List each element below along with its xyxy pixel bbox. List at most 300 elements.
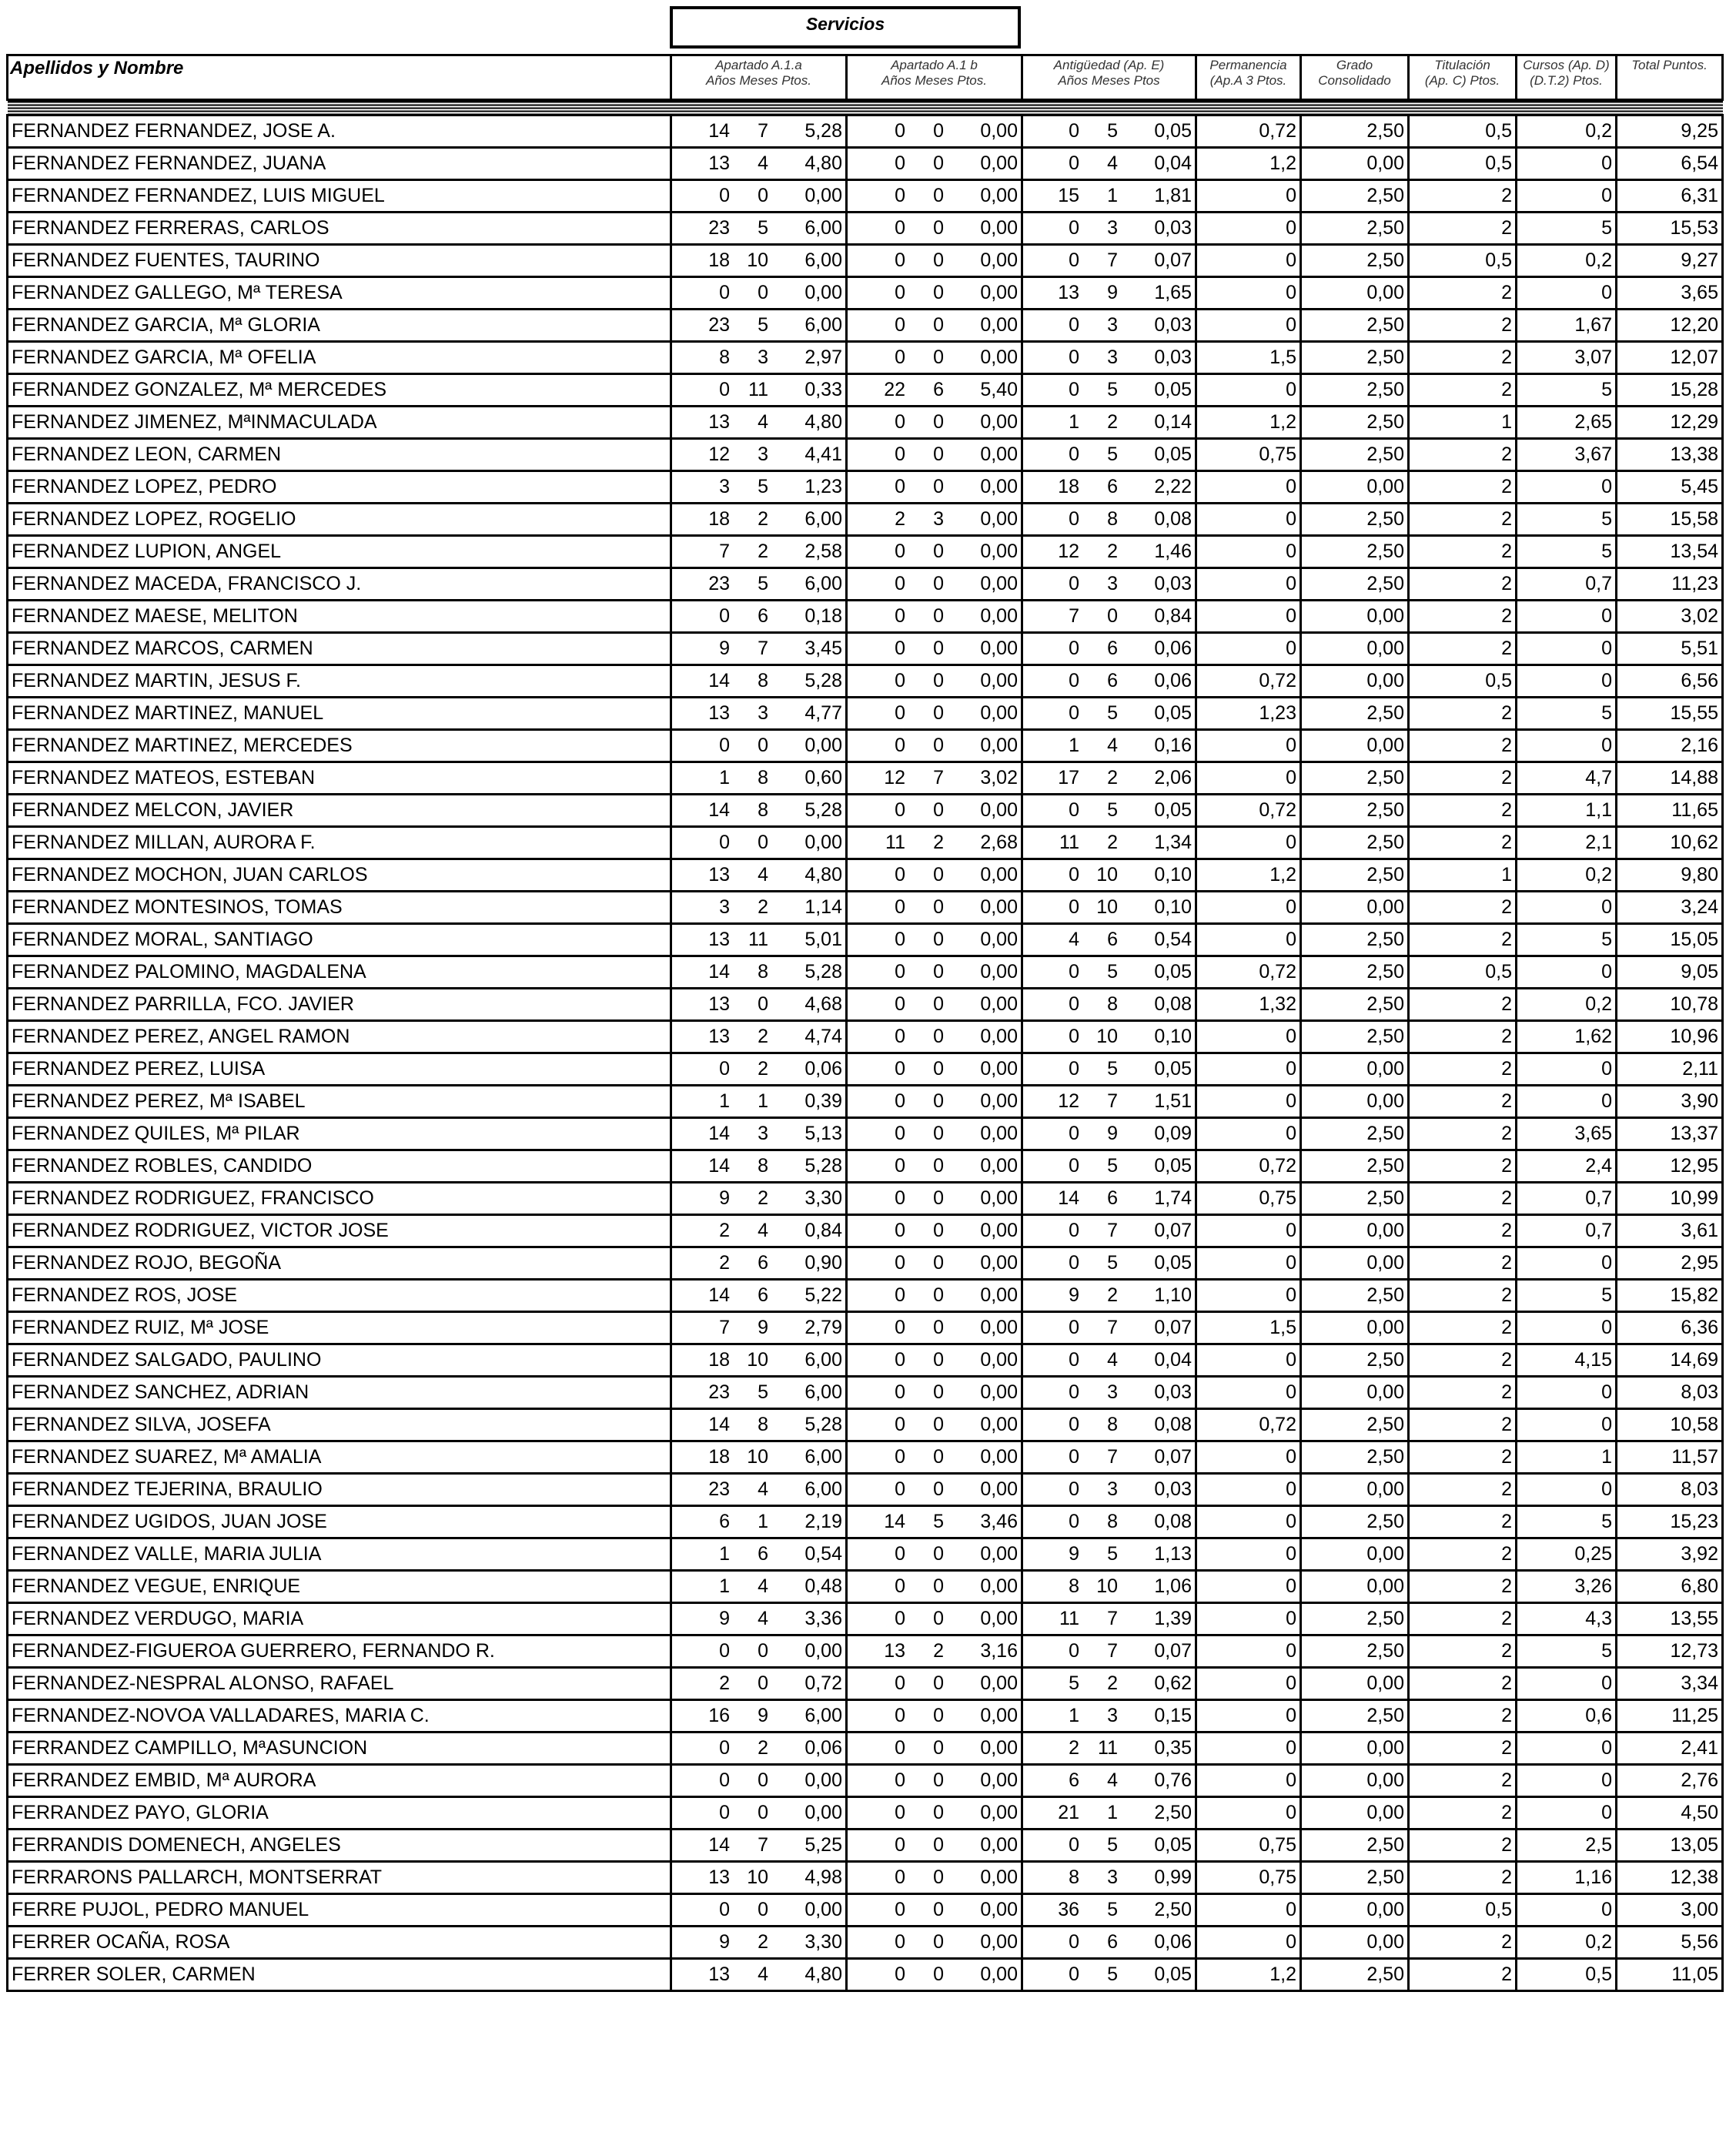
points: 0,00 [980, 314, 1018, 336]
years: 0 [895, 1964, 905, 1985]
months: 4 [1107, 1349, 1118, 1371]
years: 0 [895, 638, 905, 659]
table-row [8, 892, 1723, 924]
titulacion-cell: 2 [1409, 1538, 1517, 1571]
months: 4 [758, 864, 768, 886]
points: 0,00 [980, 282, 1018, 303]
grado-cell: 2,50 [1301, 827, 1409, 859]
years: 0 [1069, 670, 1079, 691]
points: 0,00 [980, 1381, 1018, 1403]
months: 0 [933, 314, 944, 336]
months: 9 [1107, 282, 1118, 303]
table-row [8, 1215, 1723, 1247]
points: 0,05 [1154, 1834, 1192, 1856]
points: 3,30 [804, 1931, 842, 1953]
months: 3 [1107, 314, 1118, 336]
applicant-name: FERRANDEZ CAMPILLO, MªASUNCION [8, 1732, 671, 1765]
total-cell: 9,80 [1617, 859, 1723, 892]
points: 0,00 [980, 217, 1018, 239]
antiguedad-cell [1022, 1344, 1196, 1377]
grado-cell: 0,00 [1301, 1797, 1409, 1830]
apartado-a1a-cell [671, 1538, 847, 1571]
months: 5 [1107, 961, 1118, 983]
col-header-line2: (D.T.2) Ptos. [1530, 73, 1603, 88]
grado-cell: 2,50 [1301, 180, 1409, 213]
points: 1,23 [804, 476, 842, 497]
permanencia-cell: 0 [1196, 1571, 1301, 1603]
years: 13 [708, 1026, 730, 1047]
years: 0 [719, 1737, 730, 1759]
total-cell: 6,80 [1617, 1571, 1723, 1603]
years: 0 [895, 573, 905, 594]
total-cell: 13,55 [1617, 1603, 1723, 1635]
points: 0,00 [804, 1802, 842, 1823]
cursos-cell: 0 [1517, 892, 1617, 924]
cursos-cell: 0,2 [1517, 1927, 1617, 1959]
points: 0,15 [1154, 1705, 1192, 1726]
cursos-cell: 0 [1517, 1247, 1617, 1280]
apartado-a1b-cell [847, 1927, 1022, 1959]
applicant-name: FERNANDEZ PEREZ, Mª ISABEL [8, 1086, 671, 1118]
titulacion-cell: 2 [1409, 1668, 1517, 1700]
total-cell: 2,11 [1617, 1053, 1723, 1086]
months: 2 [758, 1187, 768, 1209]
apartado-a1a-cell [671, 730, 847, 762]
table-row [8, 536, 1723, 568]
points: 0,00 [980, 444, 1018, 465]
cursos-cell: 5 [1517, 924, 1617, 956]
years: 0 [1069, 1834, 1079, 1856]
permanencia-cell: 0 [1196, 471, 1301, 504]
years: 0 [1069, 1252, 1079, 1274]
months: 6 [758, 1284, 768, 1306]
cursos-cell: 5 [1517, 1506, 1617, 1538]
apartado-a1b-cell [847, 1538, 1022, 1571]
years: 0 [895, 1931, 905, 1953]
months: 7 [1107, 1317, 1118, 1338]
permanencia-cell: 0 [1196, 1927, 1301, 1959]
table-row [8, 859, 1723, 892]
total-cell: 3,00 [1617, 1894, 1723, 1927]
antiguedad-cell [1022, 1797, 1196, 1830]
grado-cell: 0,00 [1301, 1732, 1409, 1765]
points: 1,14 [804, 896, 842, 918]
points: 0,05 [1154, 379, 1192, 400]
permanencia-cell: 0 [1196, 1247, 1301, 1280]
months: 2 [1107, 832, 1118, 853]
apartado-a1b-cell [847, 989, 1022, 1021]
col-header-total [1617, 55, 1723, 100]
grado-cell: 2,50 [1301, 1959, 1409, 1991]
applicant-name: FERNANDEZ QUILES, Mª PILAR [8, 1118, 671, 1150]
years: 14 [708, 1155, 730, 1177]
points: 0,00 [980, 1284, 1018, 1306]
apartado-a1b-cell [847, 1215, 1022, 1247]
months: 1 [1107, 1802, 1118, 1823]
months: 0 [933, 702, 944, 724]
antiguedad-cell [1022, 1765, 1196, 1797]
permanencia-cell: 1,2 [1196, 1959, 1301, 1991]
months: 4 [1107, 735, 1118, 756]
years: 0 [895, 1252, 905, 1274]
points: 3,16 [980, 1640, 1018, 1662]
antiguedad-cell [1022, 277, 1196, 310]
applicant-name: FERNANDEZ PALOMINO, MAGDALENA [8, 956, 671, 989]
points: 0,72 [804, 1672, 842, 1694]
total-cell: 5,51 [1617, 633, 1723, 665]
grado-cell: 2,50 [1301, 213, 1409, 245]
years: 0 [895, 1090, 905, 1112]
months: 8 [1107, 1511, 1118, 1532]
apartado-a1b-cell [847, 116, 1022, 148]
cursos-cell: 0 [1517, 1409, 1617, 1441]
years: 8 [719, 346, 730, 368]
apartado-a1b-cell [847, 1506, 1022, 1538]
months: 7 [1107, 1446, 1118, 1468]
table-row [8, 245, 1723, 277]
cursos-cell: 5 [1517, 1635, 1617, 1668]
permanencia-cell: 0 [1196, 213, 1301, 245]
grado-cell: 0,00 [1301, 471, 1409, 504]
years: 5 [1069, 1672, 1079, 1694]
months: 6 [1107, 1187, 1118, 1209]
months: 0 [933, 1381, 944, 1403]
permanencia-cell: 0 [1196, 1053, 1301, 1086]
points: 4,80 [804, 1964, 842, 1985]
col-header-line1: Grado [1336, 58, 1373, 72]
months: 0 [933, 1899, 944, 1920]
applicant-name: FERNANDEZ MARTINEZ, MANUEL [8, 698, 671, 730]
table-row [8, 1021, 1723, 1053]
titulacion-cell: 2 [1409, 342, 1517, 374]
points: 2,79 [804, 1317, 842, 1338]
points: 0,04 [1154, 152, 1192, 174]
table-row [8, 1312, 1723, 1344]
years: 13 [708, 1866, 730, 1888]
months: 0 [933, 993, 944, 1015]
permanencia-cell: 0 [1196, 1086, 1301, 1118]
years: 0 [895, 1834, 905, 1856]
apartado-a1b-cell [847, 1830, 1022, 1862]
apartado-a1b-cell [847, 1280, 1022, 1312]
col-header-a1b [847, 55, 1022, 100]
years: 0 [895, 929, 905, 950]
points: 0,00 [980, 120, 1018, 142]
cursos-cell: 1 [1517, 1441, 1617, 1474]
total-cell: 15,58 [1617, 504, 1723, 536]
col-header-line2: (Ap. C) Ptos. [1424, 73, 1500, 88]
years: 0 [1069, 1511, 1079, 1532]
months: 2 [933, 1640, 944, 1662]
apartado-a1b-cell [847, 859, 1022, 892]
points: 1,81 [1154, 185, 1192, 206]
grado-cell: 2,50 [1301, 439, 1409, 471]
total-cell: 9,05 [1617, 956, 1723, 989]
months: 1 [758, 1090, 768, 1112]
years: 21 [1058, 1802, 1079, 1823]
apartado-a1b-cell [847, 374, 1022, 407]
points: 0,00 [980, 1478, 1018, 1500]
months: 6 [933, 379, 944, 400]
applicant-name: FERNANDEZ FERNANDEZ, JUANA [8, 148, 671, 180]
titulacion-cell: 2 [1409, 1797, 1517, 1830]
cursos-cell: 0 [1517, 1053, 1617, 1086]
col-header-cursos [1517, 55, 1617, 100]
points: 1,39 [1154, 1608, 1192, 1629]
table-row [8, 795, 1723, 827]
applicant-name: FERNANDEZ LOPEZ, ROGELIO [8, 504, 671, 536]
years: 6 [719, 1511, 730, 1532]
applicant-name: FERNANDEZ FUENTES, TAURINO [8, 245, 671, 277]
cursos-cell: 1,62 [1517, 1021, 1617, 1053]
antiguedad-cell [1022, 1053, 1196, 1086]
points: 5,22 [804, 1284, 842, 1306]
applicant-name: FERNANDEZ GARCIA, Mª OFELIA [8, 342, 671, 374]
antiguedad-cell [1022, 1700, 1196, 1732]
table-row [8, 762, 1723, 795]
years: 9 [1069, 1543, 1079, 1565]
table-row [8, 1474, 1723, 1506]
applicant-name: FERNANDEZ SANCHEZ, ADRIAN [8, 1377, 671, 1409]
points: 0,00 [980, 1866, 1018, 1888]
months: 0 [933, 573, 944, 594]
permanencia-cell: 1,32 [1196, 989, 1301, 1021]
months: 0 [758, 735, 768, 756]
years: 14 [708, 120, 730, 142]
months: 5 [1107, 1964, 1118, 1985]
servicios-header: Servicios [670, 6, 1021, 49]
months: 4 [758, 1608, 768, 1629]
apartado-a1b-cell [847, 1183, 1022, 1215]
months: 1 [1107, 185, 1118, 206]
applicant-name: FERNANDEZ ROBLES, CANDIDO [8, 1150, 671, 1183]
months: 2 [1107, 767, 1118, 788]
months: 7 [1107, 1608, 1118, 1629]
titulacion-cell: 0,5 [1409, 665, 1517, 698]
points: 0,00 [804, 832, 842, 853]
total-cell: 3,65 [1617, 277, 1723, 310]
apartado-a1a-cell [671, 795, 847, 827]
years: 11 [1059, 1608, 1079, 1629]
months: 8 [758, 767, 768, 788]
titulacion-cell: 2 [1409, 1118, 1517, 1150]
apartado-a1a-cell [671, 827, 847, 859]
antiguedad-cell [1022, 1571, 1196, 1603]
cursos-cell: 0 [1517, 1086, 1617, 1118]
points: 4,41 [804, 444, 842, 465]
antiguedad-cell [1022, 1668, 1196, 1700]
applicant-name: FERNANDEZ RODRIGUEZ, VICTOR JOSE [8, 1215, 671, 1247]
years: 0 [895, 670, 905, 691]
points: 0,00 [980, 1058, 1018, 1080]
titulacion-cell: 2 [1409, 1312, 1517, 1344]
antiguedad-cell [1022, 827, 1196, 859]
apartado-a1a-cell [671, 1474, 847, 1506]
permanencia-cell: 0,72 [1196, 795, 1301, 827]
total-cell: 13,05 [1617, 1830, 1723, 1862]
points: 0,03 [1154, 1478, 1192, 1500]
points: 0,00 [980, 1349, 1018, 1371]
apartado-a1a-cell [671, 1797, 847, 1830]
titulacion-cell: 2 [1409, 1150, 1517, 1183]
total-cell: 13,38 [1617, 439, 1723, 471]
apartado-a1b-cell [847, 439, 1022, 471]
years: 0 [895, 1866, 905, 1888]
years: 18 [708, 1446, 730, 1468]
col-header-line2: Años Meses Ptos [1058, 73, 1160, 88]
years: 13 [884, 1640, 905, 1662]
years: 14 [708, 1414, 730, 1435]
permanencia-cell: 0 [1196, 1732, 1301, 1765]
months: 2 [1107, 411, 1118, 433]
years: 0 [895, 1608, 905, 1629]
permanencia-cell: 1,5 [1196, 342, 1301, 374]
months: 0 [758, 185, 768, 206]
points: 0,00 [980, 1155, 1018, 1177]
points: 0,00 [804, 1769, 842, 1791]
points: 0,06 [1154, 638, 1192, 659]
titulacion-cell: 2 [1409, 1474, 1517, 1506]
months: 8 [758, 799, 768, 821]
months: 3 [933, 508, 944, 530]
applicant-name: FERNANDEZ-NOVOA VALLADARES, MARIA C. [8, 1700, 671, 1732]
antiguedad-cell [1022, 1118, 1196, 1150]
grado-cell: 0,00 [1301, 1053, 1409, 1086]
years: 2 [1069, 1737, 1079, 1759]
months: 0 [933, 1446, 944, 1468]
titulacion-cell: 2 [1409, 1700, 1517, 1732]
points: 4,68 [804, 993, 842, 1015]
grado-cell: 2,50 [1301, 1700, 1409, 1732]
apartado-a1b-cell [847, 1247, 1022, 1280]
table-row [8, 1183, 1723, 1215]
col-header-line1: Antigüedad (Ap. E) [1053, 58, 1165, 72]
total-cell: 11,25 [1617, 1700, 1723, 1732]
apartado-a1a-cell [671, 762, 847, 795]
points: 2,19 [804, 1511, 842, 1532]
titulacion-cell: 2 [1409, 633, 1517, 665]
antiguedad-cell [1022, 1215, 1196, 1247]
antiguedad-cell [1022, 1959, 1196, 1991]
total-cell: 10,62 [1617, 827, 1723, 859]
applicant-name: FERNANDEZ MONTESINOS, TOMAS [8, 892, 671, 924]
grado-cell: 2,50 [1301, 762, 1409, 795]
grado-cell: 0,00 [1301, 1571, 1409, 1603]
permanencia-cell: 0 [1196, 568, 1301, 601]
years: 23 [708, 217, 730, 239]
years: 2 [719, 1672, 730, 1694]
points: 0,18 [804, 605, 842, 627]
points: 6,00 [804, 573, 842, 594]
years: 0 [1069, 1478, 1079, 1500]
points: 0,00 [980, 1220, 1018, 1241]
points: 0,00 [980, 1834, 1018, 1856]
points: 5,28 [804, 1414, 842, 1435]
cursos-cell: 2,1 [1517, 827, 1617, 859]
points: 0,00 [980, 1964, 1018, 1985]
titulacion-cell: 2 [1409, 1247, 1517, 1280]
months: 7 [1107, 1640, 1118, 1662]
years: 0 [895, 346, 905, 368]
years: 0 [895, 1284, 905, 1306]
grado-cell: 2,50 [1301, 116, 1409, 148]
years: 18 [1058, 476, 1079, 497]
points: 0,76 [1154, 1769, 1192, 1791]
col-header-line2: Consolidado [1318, 73, 1391, 88]
apartado-a1b-cell [847, 1021, 1022, 1053]
months: 10 [1096, 864, 1118, 886]
cursos-cell: 0,25 [1517, 1538, 1617, 1571]
total-cell: 12,73 [1617, 1635, 1723, 1668]
months: 0 [758, 282, 768, 303]
months: 3 [758, 444, 768, 465]
apartado-a1b-cell [847, 1441, 1022, 1474]
months: 0 [933, 444, 944, 465]
titulacion-cell: 2 [1409, 827, 1517, 859]
cursos-cell: 5 [1517, 504, 1617, 536]
points: 0,07 [1154, 249, 1192, 271]
points: 0,03 [1154, 217, 1192, 239]
applicant-name: FERNANDEZ FERNANDEZ, LUIS MIGUEL [8, 180, 671, 213]
titulacion-cell: 0,5 [1409, 116, 1517, 148]
col-header-line1: Titulación [1434, 58, 1490, 72]
permanencia-cell: 0 [1196, 245, 1301, 277]
antiguedad-cell [1022, 762, 1196, 795]
points: 6,00 [804, 1705, 842, 1726]
years: 1 [719, 767, 730, 788]
points: 3,46 [980, 1511, 1018, 1532]
years: 9 [1069, 1284, 1079, 1306]
permanencia-cell: 0 [1196, 1506, 1301, 1538]
points: 0,00 [980, 1672, 1018, 1694]
years: 0 [895, 120, 905, 142]
cursos-cell: 0 [1517, 1377, 1617, 1409]
months: 6 [1107, 670, 1118, 691]
months: 7 [1107, 1090, 1118, 1112]
permanencia-cell: 0,72 [1196, 1150, 1301, 1183]
months: 0 [933, 120, 944, 142]
points: 5,01 [804, 929, 842, 950]
years: 14 [708, 961, 730, 983]
cursos-cell: 0,2 [1517, 859, 1617, 892]
years: 0 [1069, 249, 1079, 271]
permanencia-cell: 0 [1196, 1118, 1301, 1150]
antiguedad-cell [1022, 1506, 1196, 1538]
table-row [8, 1441, 1723, 1474]
points: 0,00 [980, 605, 1018, 627]
apartado-a1a-cell [671, 568, 847, 601]
cursos-cell: 0 [1517, 277, 1617, 310]
years: 0 [1069, 573, 1079, 594]
years: 13 [708, 864, 730, 886]
applicant-name: FERRER OCAÑA, ROSA [8, 1927, 671, 1959]
titulacion-cell: 0,5 [1409, 245, 1517, 277]
table-row [8, 1150, 1723, 1183]
grado-cell: 0,00 [1301, 1538, 1409, 1571]
years: 0 [1069, 799, 1079, 821]
titulacion-cell: 2 [1409, 1765, 1517, 1797]
applicant-name: FERNANDEZ UGIDOS, JUAN JOSE [8, 1506, 671, 1538]
points: 5,28 [804, 1155, 842, 1177]
apartado-a1a-cell [671, 989, 847, 1021]
points: 1,51 [1154, 1090, 1192, 1112]
antiguedad-cell [1022, 1927, 1196, 1959]
permanencia-cell: 0,75 [1196, 1183, 1301, 1215]
total-cell: 3,92 [1617, 1538, 1723, 1571]
name-column-header: Apellidos y Nombre [8, 55, 671, 100]
points: 0,00 [980, 152, 1018, 174]
permanencia-cell: 0,75 [1196, 1862, 1301, 1894]
